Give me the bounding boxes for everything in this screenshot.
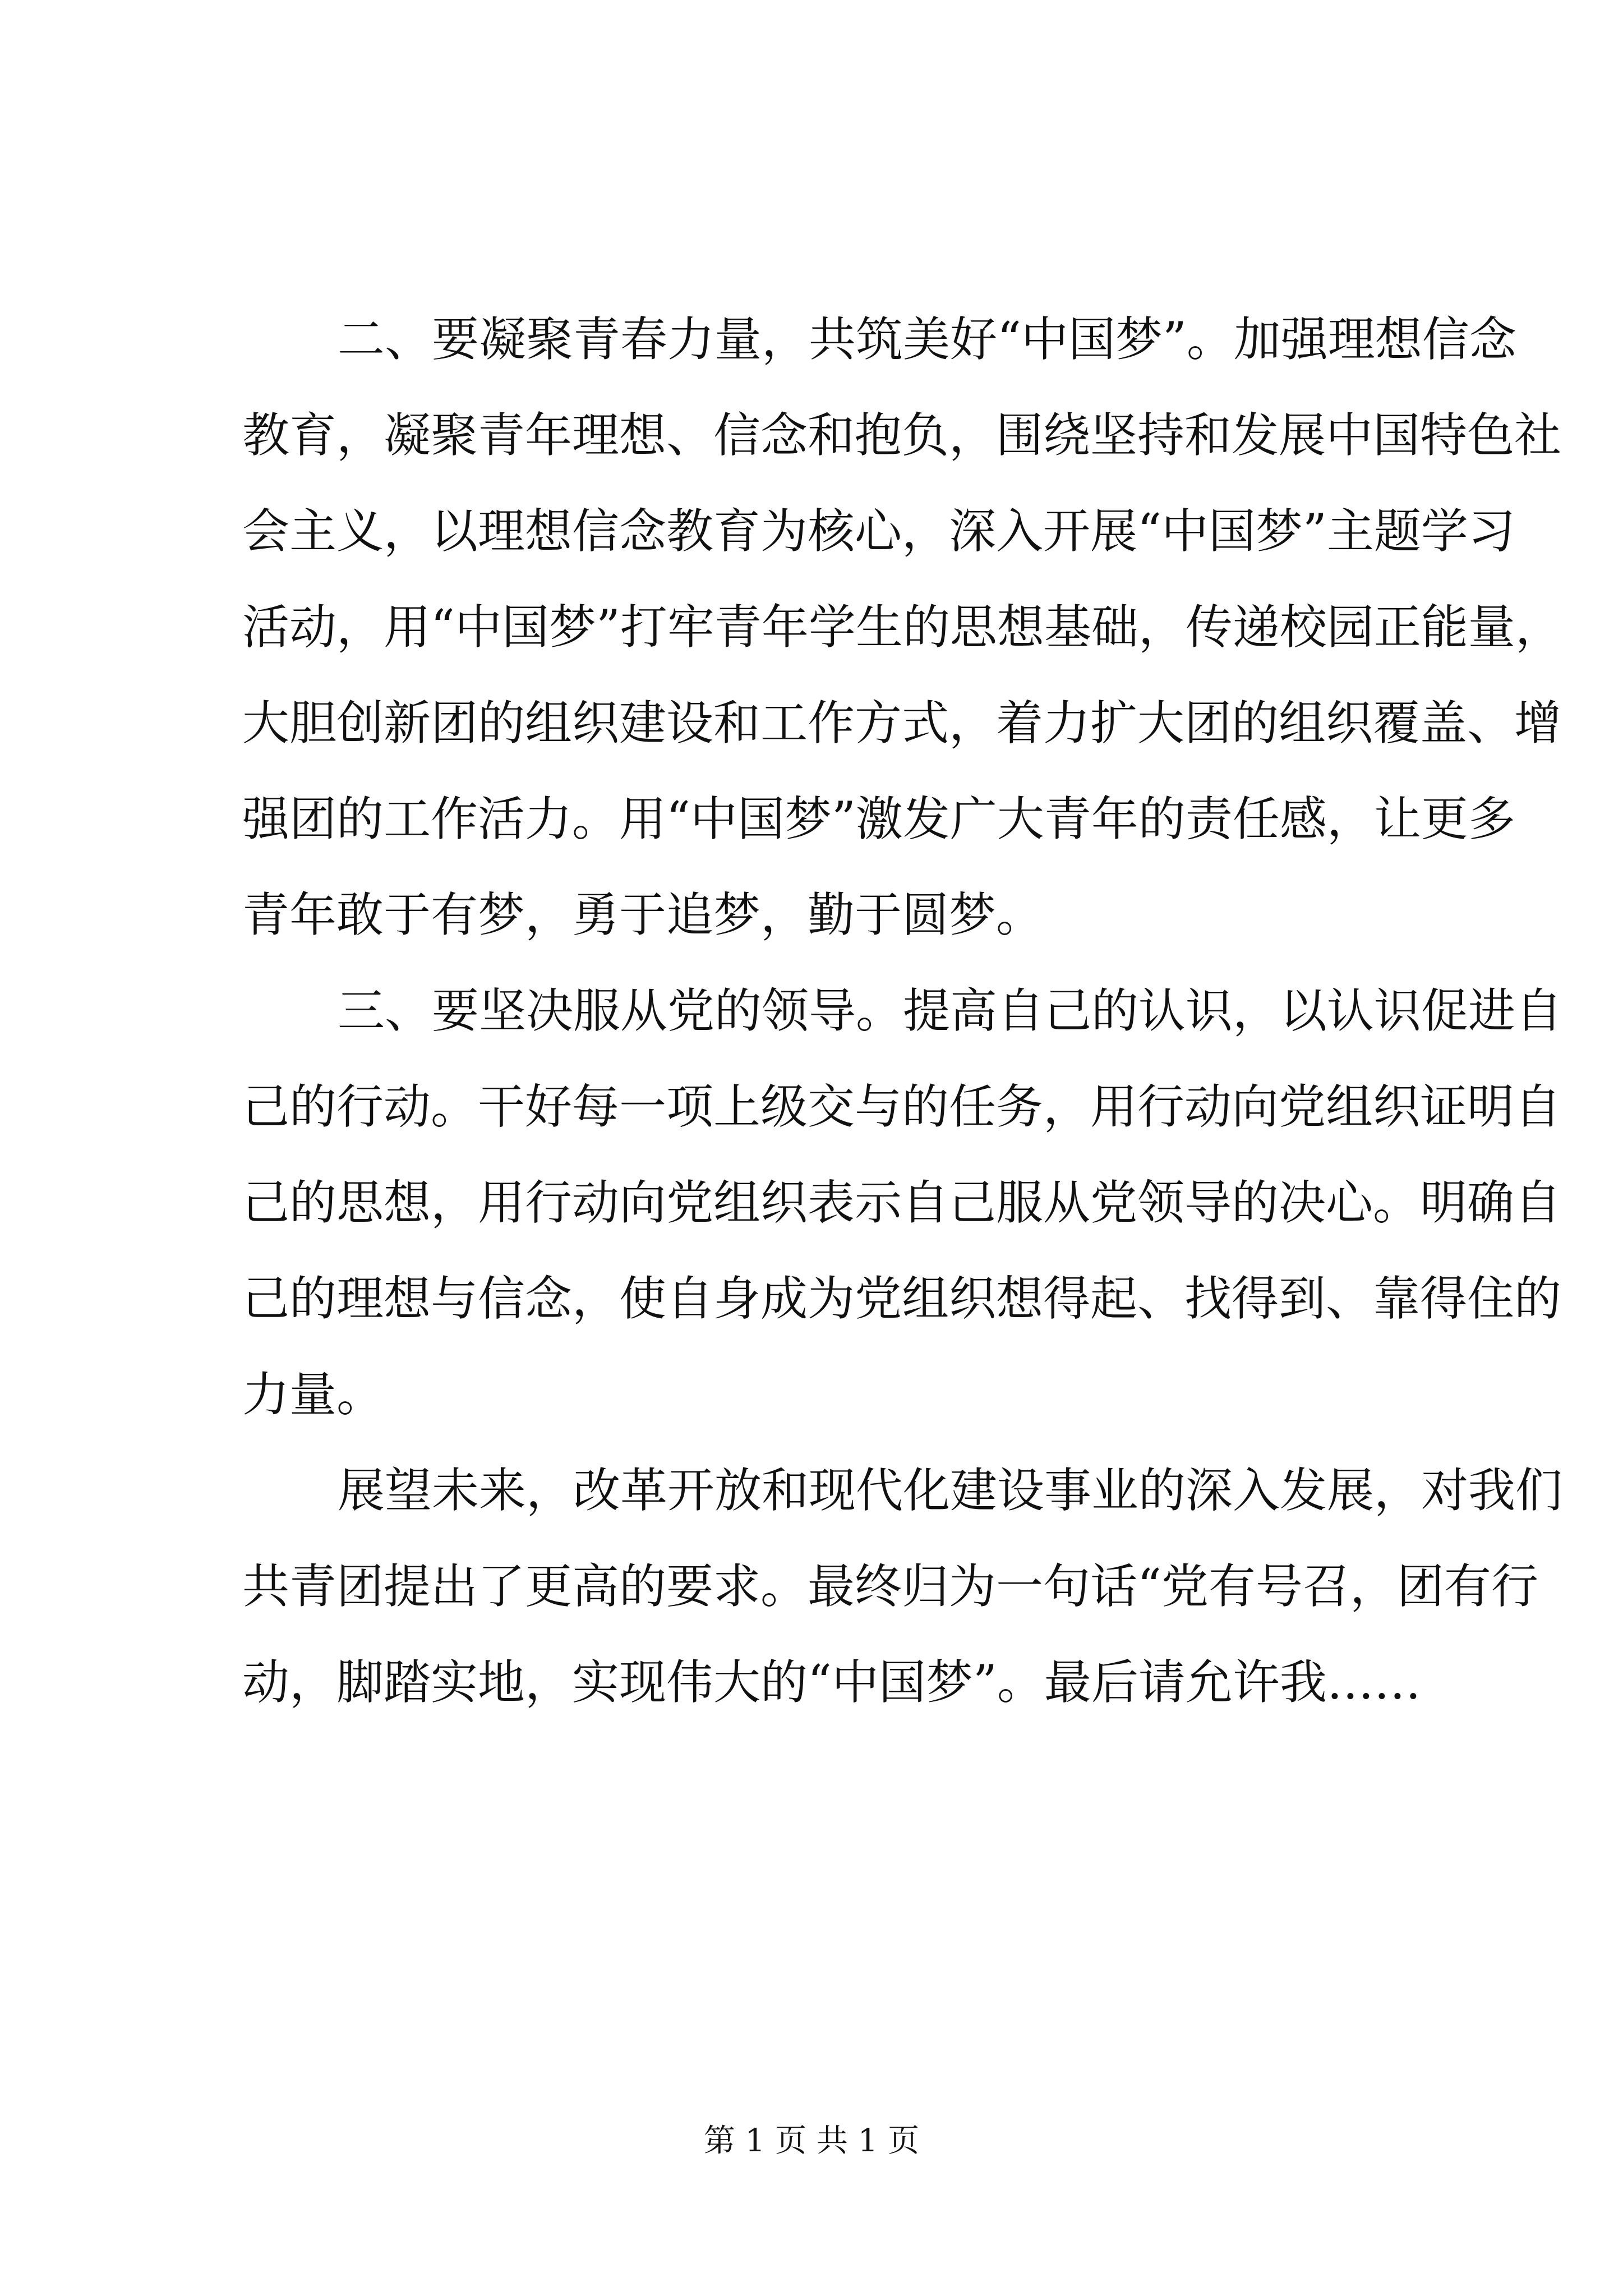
paragraph-closing xyxy=(242,1443,1563,1731)
paragraph-line: 活动，用“中国梦”打牢青年学生的思想基础，传递校园正能量， xyxy=(242,600,1562,655)
paragraph-line: 己的思想，用行动向党组织表示自己服从党领导的决心。明确自 xyxy=(242,1175,1562,1230)
paragraph-2 xyxy=(242,292,1562,963)
paragraph-line: 教育，凝聚青年理想、信念和抱负，围绕坚持和发展中国特色社 xyxy=(242,408,1562,463)
paragraph-line: 强团的工作活力。用“中国梦”激发广大青年的责任感，让更多 xyxy=(242,792,1515,846)
paragraph-line: 己的理想与信念，使自身成为党组织想得起、找得到、靠得住的 xyxy=(242,1271,1562,1326)
paragraph-line: 共青团提出了更高的要求。最终归为一句话“党有号召，团有行 xyxy=(242,1559,1538,1614)
paragraph-line: 大胆创新团的组织建设和工作方式，着力扩大团的组织覆盖、增 xyxy=(242,696,1562,751)
page-footer: 第 1 页 共 1 页 xyxy=(703,2123,920,2159)
paragraph-3 xyxy=(242,963,1563,1443)
paragraph-line: 展望未来，改革开放和现代化建设事业的深入发展，对我们 xyxy=(338,1463,1563,1518)
paragraph-line: 三、要坚决服从党的领导。提高自己的认识，以认识促进自 xyxy=(338,983,1563,1038)
document-body xyxy=(242,292,1563,1731)
paragraph-line: 动，脚踏实地，实现伟大的“中国梦”。最后请允许我…… xyxy=(242,1655,1421,1710)
paragraph-line: 己的行动。干好每一项上级交与的任务，用行动向党组织证明自 xyxy=(242,1079,1562,1134)
paragraph-line: 会主义，以理想信念教育为核心，深入开展“中国梦”主题学习 xyxy=(242,504,1515,559)
paragraph-line: 力量。 xyxy=(242,1367,384,1422)
paragraph-line: 青年敢于有梦，勇于追梦，勤于圆梦。 xyxy=(242,887,1044,942)
paragraph-line: 二、要凝聚青春力量，共筑美好“中国梦”。加强理想信念 xyxy=(338,312,1516,367)
